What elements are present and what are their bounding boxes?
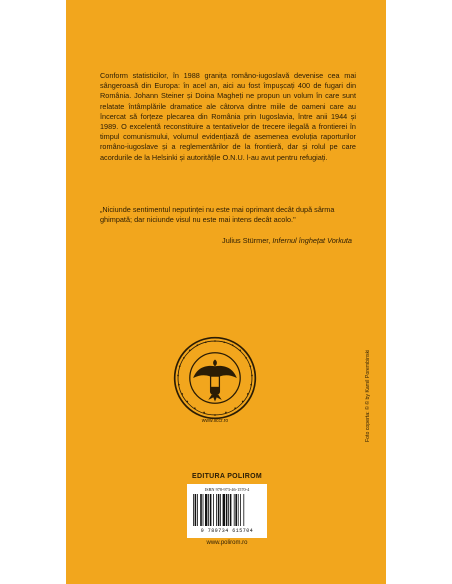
institute-seal-eagle-icon: [173, 336, 257, 420]
back-cover: [66, 0, 386, 584]
publisher-name: EDITURA POLIROM: [192, 473, 262, 480]
institute-url: www.iiccr.ro: [201, 418, 229, 424]
blurb-paragraph: Conform statisticilor, în 1988 granița româno-iugoslavă devenise cea mai sângeroasă din Europa: în acel an, aici au fost împușcați 400 de fugari din România. Johann Steiner și Doina Magheți ne propun un volum în care sunt relatate întâmplările dramatice ale câtorva dintre miile de oameni care au încercat să forțeze plecarea din România prin Iugoslavia, între anii 1944 și 1989. O excelentă reconstituire a tentativelor de trecere ilegală a frontierei în timpul comunismului, volumul evidențiază de asemenea evoluția raporturilor româno-iugoslave și a reglementărilor de la frontieră, dar și rolul pe care acordurile de la Helsinki și autoritățile O.N.U. l-au avut pentru refugiați.: [100, 71, 356, 162]
isbn-number: ISBN 978-973-46-1570-4: [204, 487, 250, 492]
photo-credit: Foto coperta: © © by Kamil Porembinski: [365, 349, 371, 442]
quote-author: Julius Stürmer,: [222, 236, 271, 245]
quote-work-title: Infernul înghețat Vorkuta: [272, 236, 352, 245]
publisher-url: www.polirom.ro: [206, 540, 248, 546]
barcode-digits: 9 789734 615704: [200, 528, 254, 534]
barcode-panel: [187, 484, 267, 538]
quote-attribution: [100, 236, 352, 246]
quote-text: „Niciunde sentimentul neputinței nu este mai oprimant decât după sârma ghimpată; dar niciunde visul nu este mai intens decât acolo.": [100, 205, 335, 225]
barcode: [193, 494, 261, 526]
